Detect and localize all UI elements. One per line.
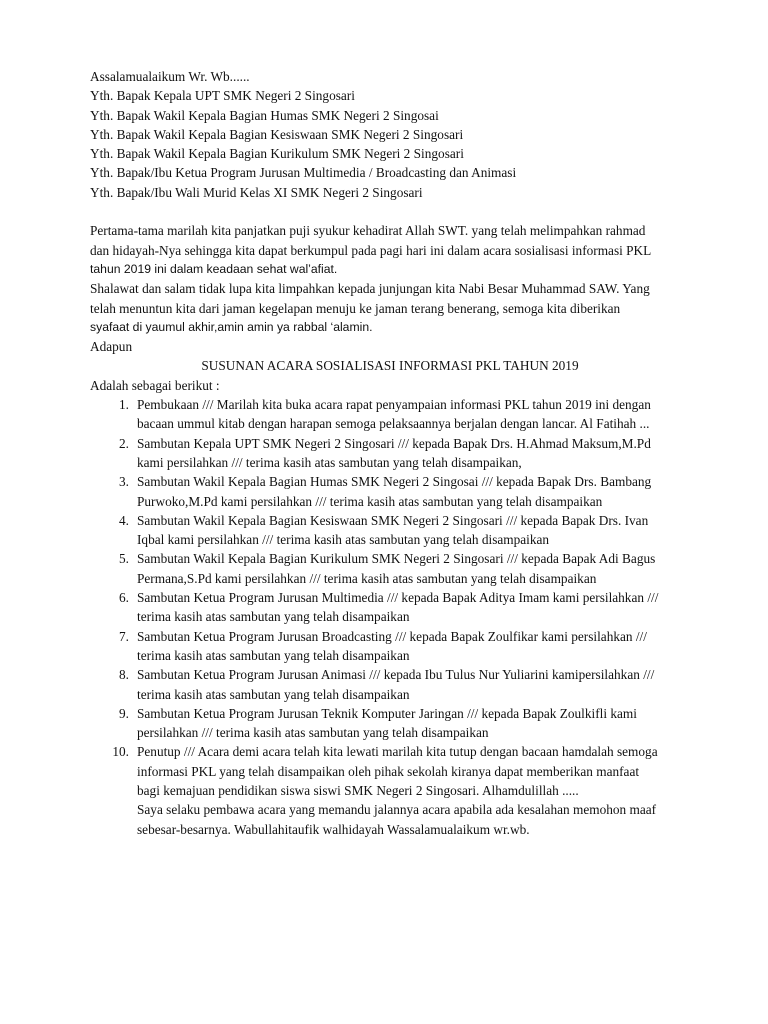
list-item-number: 9. bbox=[119, 705, 129, 721]
greeting-line: Yth. Bapak/Ibu Wali Murid Kelas XI SMK Negeri 2 Singosari bbox=[90, 184, 423, 200]
list-item-text: Sambutan Ketua Program Jurusan Multimedia /// kepada Bapak Aditya Imam kami persilahkan /// bbox=[137, 590, 659, 606]
agenda-subtitle: Adalah sebagai berikut : bbox=[90, 377, 220, 393]
list-item-text: Purwoko,M.Pd kami persilahkan /// terima kasih atas sambutan yang telah disampaikan bbox=[137, 493, 603, 509]
intro-paragraph bbox=[90, 221, 690, 356]
list-item-text: Sambutan Ketua Program Jurusan Teknik Komputer Jaringan /// kepada Bapak Zoulkifli kami bbox=[137, 705, 637, 721]
greetings-block bbox=[90, 67, 690, 202]
greeting-line: Yth. Bapak Wakil Kepala Bagian Humas SMK Negeri 2 Singosai bbox=[90, 107, 439, 123]
list-item-text: Iqbal kami persilahkan /// terima kasih atas sambutan yang telah disampaikan bbox=[137, 532, 550, 548]
intro-line: Adapun bbox=[90, 339, 133, 355]
list-item-text: sebesar-besarnya. Wabullahitaufik walhidayah Wassalamualaikum wr.wb. bbox=[137, 821, 530, 837]
list-item-number: 2. bbox=[119, 435, 129, 451]
list-item-text: terima kasih atas sambutan yang telah disampaikan bbox=[137, 647, 410, 663]
list-item bbox=[90, 511, 690, 550]
list-item-text: Sambutan Kepala UPT SMK Negeri 2 Singosari /// kepada Bapak Drs. H.Ahmad Maksum,M.Pd bbox=[137, 435, 651, 451]
intro-line: syafaat di yaumul akhir,amin amin ya rabbal ‘alamin. bbox=[90, 319, 373, 334]
list-item-text: Penutup /// Acara demi acara telah kita lewati marilah kita tutup dengan bacaan hamdalah semoga bbox=[137, 744, 658, 760]
list-item-number: 4. bbox=[119, 512, 129, 528]
list-item-text: persilahkan /// terima kasih atas sambutan yang telah disampaikan bbox=[137, 725, 489, 741]
list-item-number: 10. bbox=[112, 744, 129, 760]
list-item-text: bacaan ummul kitab dengan harapan semoga pelaksaannya berjalan dengan lancar. Al Fatihah ... bbox=[137, 416, 650, 432]
list-item-text: Sambutan Wakil Kepala Bagian Kesiswaan SMK Negeri 2 Singosari /// kepada Bapak Drs. Ivan bbox=[137, 512, 649, 528]
list-item bbox=[90, 549, 690, 588]
greeting-line: Yth. Bapak Kepala UPT SMK Negeri 2 Singosari bbox=[90, 88, 355, 104]
list-item-text: informasi PKL yang telah disampaikan oleh pihak sekolah kiranya dapat memberikan manfaat bbox=[137, 763, 640, 779]
list-item-number: 6. bbox=[119, 590, 129, 606]
list-item bbox=[90, 395, 690, 434]
list-item-number: 1. bbox=[119, 397, 129, 413]
list-item-text: kami persilahkan /// terima kasih atas sambutan yang telah disampaikan, bbox=[137, 454, 522, 470]
list-item-text: Permana,S.Pd kami persilahkan /// terima kasih atas sambutan yang telah disampaikan bbox=[137, 570, 597, 586]
intro-line: telah menuntun kita dari jaman kegelapan menuju ke jaman terang benerang, semoga kita diberikan bbox=[90, 300, 621, 316]
list-item-text: terima kasih atas sambutan yang telah disampaikan bbox=[137, 686, 410, 702]
greeting-line: Yth. Bapak/Ibu Ketua Program Jurusan Multimedia / Broadcasting dan Animasi bbox=[90, 165, 517, 181]
agenda-list bbox=[90, 395, 690, 839]
intro-line: dan hidayah-Nya sehingga kita dapat berkumpul pada pagi hari ini dalam acara sosialisasi informasi PKL bbox=[90, 242, 652, 258]
list-item-number: 8. bbox=[119, 667, 129, 683]
list-item bbox=[90, 588, 690, 627]
list-item-text: Saya selaku pembawa acara yang memandu jalannya acara apabila ada kesalahan memohon maaf bbox=[137, 802, 657, 818]
list-item-number: 5. bbox=[119, 551, 129, 567]
greeting-salam: Assalamualaikum Wr. Wb...... bbox=[90, 69, 250, 84]
list-item-number: 7. bbox=[119, 628, 129, 644]
list-item bbox=[90, 665, 690, 704]
intro-line: Shalawat dan salam tidak lupa kita limpahkan kepada junjungan kita Nabi Besar Muhammad SAW. Yang bbox=[90, 281, 650, 297]
greeting-line: Yth. Bapak Wakil Kepala Bagian Kurikulum SMK Negeri 2 Singosari bbox=[90, 146, 464, 162]
agenda-title: SUSUNAN ACARA SOSIALISASI INFORMASI PKL TAHUN 2019 bbox=[201, 358, 579, 374]
spacer bbox=[90, 202, 690, 221]
intro-line: Pertama-tama marilah kita panjatkan puji syukur kehadirat Allah SWT. yang telah melimpahkan rahmad bbox=[90, 223, 646, 239]
list-item-text: Sambutan Ketua Program Jurusan Animasi /// kepada Ibu Tulus Nur Yuliarini kamipersilahkan /// bbox=[137, 667, 655, 683]
list-item bbox=[90, 472, 690, 511]
list-item bbox=[90, 627, 690, 666]
document-page bbox=[90, 67, 690, 839]
list-item bbox=[90, 704, 690, 743]
list-item-number: 3. bbox=[119, 474, 129, 490]
list-item-text: bagi kemajuan pendidikan siswa siswi SMK Negeri 2 Singosari. Alhamdulillah ..... bbox=[137, 782, 579, 798]
list-item bbox=[90, 742, 690, 838]
greeting-line: Yth. Bapak Wakil Kepala Bagian Kesiswaan SMK Negeri 2 Singosari bbox=[90, 126, 464, 142]
list-item bbox=[90, 434, 690, 473]
intro-line: tahun 2019 ini dalam keadaan sehat wal’afiat. bbox=[90, 261, 338, 276]
list-item-text: Sambutan Ketua Program Jurusan Broadcasting /// kepada Bapak Zoulfikar kami persilahkan /// bbox=[137, 628, 647, 644]
list-item-text: terima kasih atas sambutan yang telah disampaikan bbox=[137, 609, 410, 625]
list-item-text: Sambutan Wakil Kepala Bagian Kurikulum SMK Negeri 2 Singosari /// kepada Bapak Adi Bagus bbox=[137, 551, 656, 567]
list-item-text: Pembukaan /// Marilah kita buka acara rapat penyampaian informasi PKL tahun 2019 ini dengan bbox=[137, 397, 651, 413]
list-item-text: Sambutan Wakil Kepala Bagian Humas SMK Negeri 2 Singosai /// kepada Bapak Drs. Bambang bbox=[137, 474, 652, 490]
